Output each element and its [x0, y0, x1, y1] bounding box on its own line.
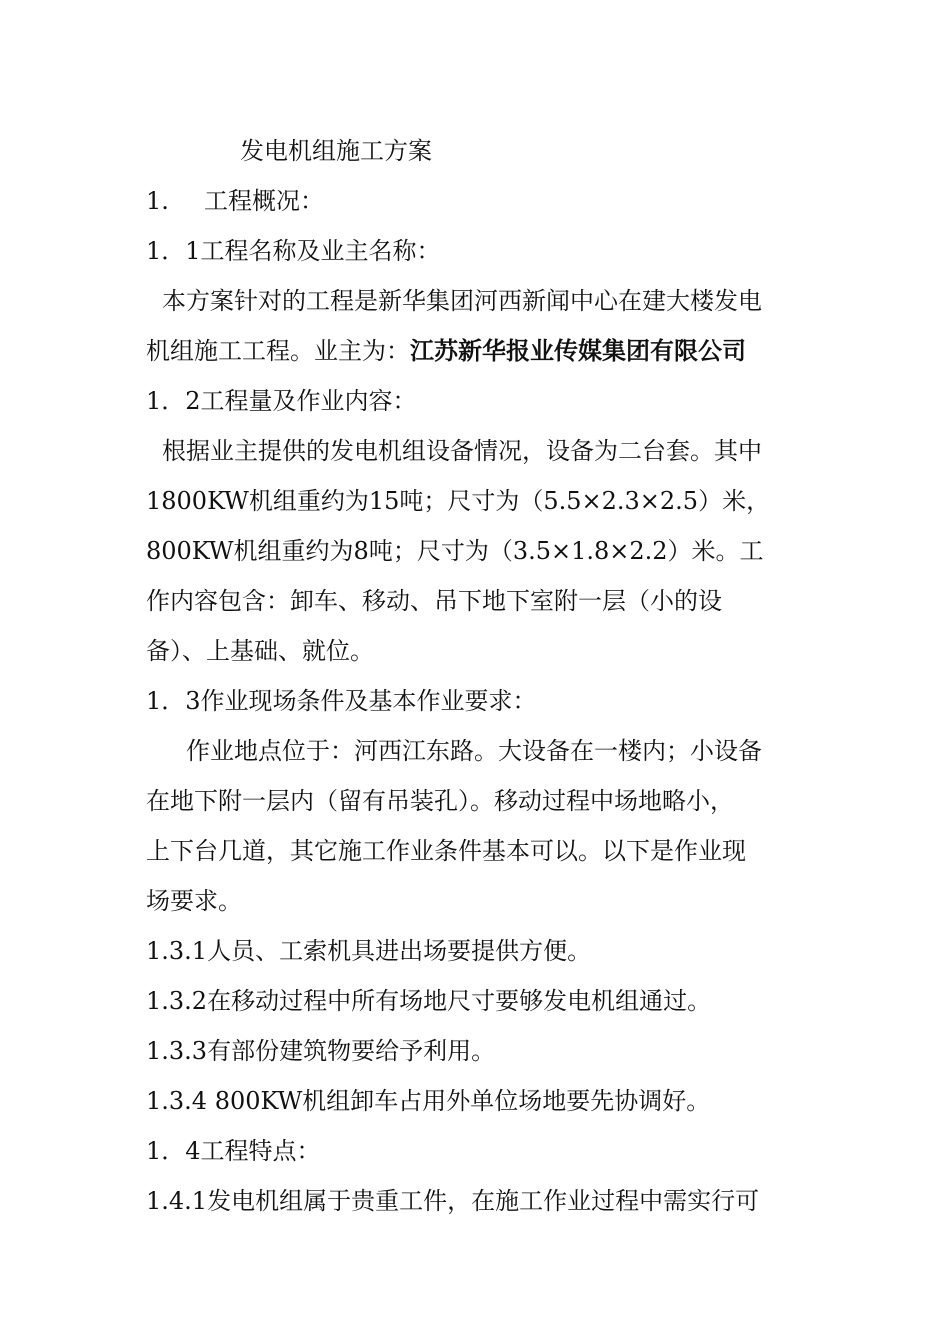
list-item: 1.4.1发电机组属于贵重工件，在施工作业过程中需实行可 [146, 1187, 760, 1215]
section-1-4-heading: 1．4工程特点： [146, 1137, 321, 1165]
owner-name: 江苏新华报业传媒集团有限公司 [410, 337, 746, 365]
section-1-2-paragraph-line: 800KW机组重约为8吨；尺寸为（3.5×1.8×2.2）米。工 [146, 537, 764, 565]
section-1-1-heading: 1．1工程名称及业主名称： [146, 237, 441, 265]
section-1-1-paragraph-line-2 [146, 336, 746, 366]
section-1-1-paragraph-line-1: 本方案针对的工程是新华集团河西新闻中心在建大楼发电 [162, 287, 762, 315]
section-1-number: 1. [146, 187, 169, 215]
list-item: 1.3.2在移动过程中所有场地尺寸要够发电机组通过。 [146, 987, 712, 1015]
section-1-3-paragraph-line: 上下台几道，其它施工作业条件基本可以。以下是作业现 [146, 837, 746, 865]
section-1-3-paragraph-line: 在地下附一层内（留有吊装孔）。移动过程中场地略小， [146, 787, 734, 815]
list-item: 1.3.1人员、工索机具进出场要提供方便。 [146, 937, 592, 965]
list-item: 1.3.3有部份建筑物要给予利用。 [146, 1037, 496, 1065]
section-1-3-heading: 1．3作业现场条件及基本作业要求： [146, 687, 537, 715]
section-1-3-paragraph-line: 作业地点位于：河西江东路。大设备在一楼内；小设备 [186, 737, 762, 765]
document-title: 发电机组施工方案 [240, 137, 432, 165]
section-1-label: 工程概况： [204, 187, 324, 215]
section-1-heading [146, 186, 324, 216]
owner-prefix: 机组施工工程。业主为： [146, 337, 410, 365]
list-item: 1.3.4 800KW机组卸车占用外单位场地要先协调好。 [146, 1087, 711, 1115]
section-1-2-paragraph-line: 备）、上基础、就位。 [146, 637, 374, 665]
section-1-2-heading: 1．2工程量及作业内容： [146, 387, 417, 415]
section-1-2-paragraph-line: 作内容包含：卸车、移动、吊下地下室附一层（小的设 [146, 587, 722, 615]
section-1-2-paragraph-line: 1800KW机组重约为15吨；尺寸为（5.5×2.3×2.5）米， [146, 487, 771, 515]
section-1-3-paragraph-line: 场要求。 [146, 887, 242, 915]
section-1-2-paragraph-line: 根据业主提供的发电机组设备情况，设备为二台套。其中 [162, 437, 762, 465]
